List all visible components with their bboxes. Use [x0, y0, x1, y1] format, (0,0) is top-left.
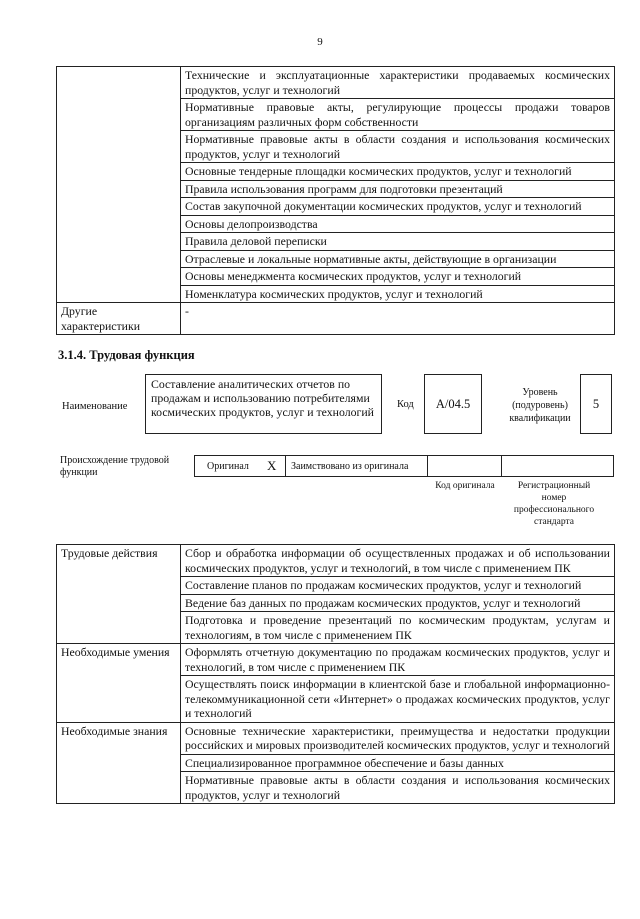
code-label: Код [397, 399, 414, 410]
knowledge-item: Состав закупочной документации космических продуктов, услуг и технологий [181, 198, 615, 216]
origin-divider-1 [285, 456, 286, 476]
registration-number-caption: Регистрационный номер профессионального стандарта [513, 481, 595, 527]
labor-actions-label: Трудовые действия [57, 545, 181, 644]
origin-table [194, 455, 614, 477]
borrowed-label: Заимствовано из оригинала [291, 461, 409, 472]
skill-item: Осуществлять поиск информации в клиентской базе и глобальной информационно-телекоммуникационной сети «Интернет» о продажах космических продуктов, услуг и технологий [181, 676, 615, 723]
knowledge-item: Основные тендерные площадки космических продуктов, услуг и технологий [181, 163, 615, 181]
labor-function-table [56, 544, 615, 804]
empty-label-cell [57, 67, 181, 303]
knowledge-table-continued [56, 66, 615, 335]
knowledge-item: Нормативные правовые акты в области создания и использования космических продуктов, услуг и технологий [181, 131, 615, 163]
other-characteristics-label: Другие характеристики [57, 303, 181, 335]
knowledge-item: Технические и эксплуатационные характеристики продаваемых космических продуктов, услуг и технологий [181, 67, 615, 99]
name-label: Наименование [62, 401, 128, 412]
code-value-box [424, 374, 482, 434]
section-heading: 3.1.4. Трудовая функция [58, 348, 195, 362]
labor-action-item: Составление планов по продажам космических продуктов, услуг и технологий [181, 577, 615, 595]
knowledge-label: Необходимые знания [57, 722, 181, 804]
knowledge-item: Нормативные правовые акты в области создания и использования космических продуктов, услуг и технологий [181, 772, 615, 804]
original-label: Оригинал [207, 461, 249, 472]
qualification-level-label: Уровень (подуровень) квалификации [509, 387, 571, 424]
skills-label: Необходимые умения [57, 644, 181, 723]
function-name-value: Составление аналитических отчетов по продажам и использованию потребителями космических продуктов, услуг и технологий [151, 377, 374, 419]
code-value: A/04.5 [435, 397, 471, 411]
knowledge-item: Нормативные правовые акты, регулирующие процессы продажи товаров организациям различных форм собственности [181, 99, 615, 131]
knowledge-item: Основные технические характеристики, преимущества и недостатки продукции российских и мировых производителей космических продуктов, услуг и технологий [181, 722, 615, 754]
page-number: 9 [317, 36, 323, 48]
level-value: 5 [592, 397, 600, 411]
original-mark: X [267, 458, 277, 473]
code-original-caption: Код оригинала [435, 481, 495, 491]
origin-label: Происхождение трудовой функции [60, 455, 170, 478]
knowledge-item: Номенклатура космических продуктов, услуг и технологий [181, 285, 615, 303]
knowledge-item: Правила использования программ для подготовки презентаций [181, 180, 615, 198]
knowledge-item: Основы менеджмента космических продуктов, услуг и технологий [181, 268, 615, 286]
knowledge-item: Отраслевые и локальные нормативные акты, действующие в организации [181, 250, 615, 268]
knowledge-item: Основы делопроизводства [181, 215, 615, 233]
origin-divider-2 [427, 456, 428, 476]
labor-action-item: Сбор и обработка информации об осуществленных продажах и об использовании космических продуктов, услуг и технологий, в том числе с применением ПК [181, 545, 615, 577]
labor-action-item: Подготовка и проведение презентаций по космическим продуктам, услугам и технологиям, в том числе с применением ПК [181, 612, 615, 644]
level-value-box [580, 374, 612, 434]
function-name-box [145, 374, 382, 434]
origin-divider-3 [501, 456, 502, 476]
labor-action-item: Ведение баз данных по продажам космических продуктов, услуг и технологий [181, 594, 615, 612]
other-characteristics-value: - [181, 303, 615, 335]
knowledge-item: Специализированное программное обеспечение и базы данных [181, 754, 615, 772]
skill-item: Оформлять отчетную документацию по продажам космических продуктов, услуг и технологий, в том числе с применением ПК [181, 644, 615, 676]
knowledge-item: Правила деловой переписки [181, 233, 615, 251]
